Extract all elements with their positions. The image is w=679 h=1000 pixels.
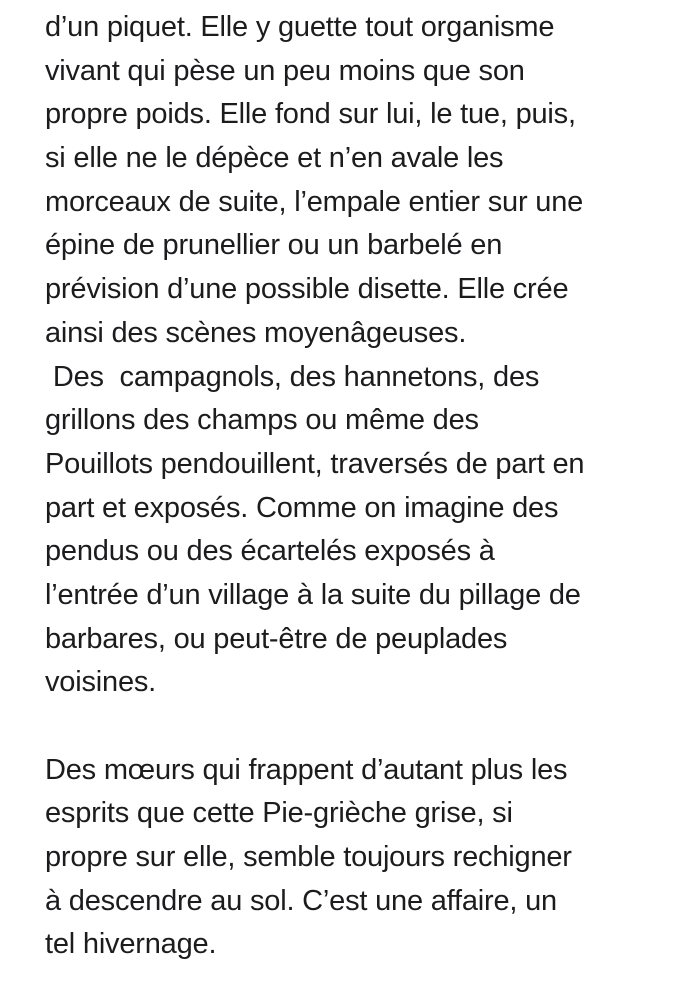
text-line: tel hivernage.: [45, 928, 217, 961]
text-line: vivant qui pèse un peu moins que son: [45, 54, 525, 87]
text-line: propre poids. Elle fond sur lui, le tue, puis,: [45, 98, 576, 131]
text-line: part et exposés. Comme on imagine des: [45, 491, 559, 524]
text-line: grillons des champs ou même des: [45, 404, 479, 437]
text-line: esprits que cette Pie-grièche grise, si: [45, 797, 513, 830]
text-line: ainsi des scènes moyenâgeuses.: [45, 316, 467, 349]
note-body[interactable]: [45, 6, 675, 967]
text-line: barbares, ou peut-être de peuplades: [45, 622, 508, 655]
text-line: propre sur elle, semble toujours rechigner: [45, 841, 572, 874]
text-line: Des mœurs qui frappent d’autant plus les: [45, 753, 568, 786]
text-line: Des campagnols, des hannetons, des: [45, 360, 540, 393]
text-line: Pouillots pendouillent, traversés de part en: [45, 447, 585, 480]
text-line: prévision d’une possible disette. Elle crée: [45, 273, 569, 306]
text-line: l’entrée d’un village à la suite du pillage de: [45, 578, 581, 611]
text-line: d’un piquet. Elle y guette tout organisme: [45, 11, 555, 43]
paragraph-3: [45, 749, 675, 967]
paragraph-2: [45, 356, 675, 706]
text-line: épine de prunellier ou un barbelé en: [45, 229, 503, 262]
text-line: morceaux de suite, l’empale entier sur une: [45, 185, 584, 218]
paragraph-spacer: [45, 705, 675, 749]
text-line: pendus ou des écartelés exposés à: [45, 535, 495, 568]
text-line: à descendre au sol. C’est une affaire, un: [45, 884, 557, 917]
text-line: si elle ne le dépèce et n’en avale les: [45, 142, 504, 175]
paragraph-1: [45, 6, 675, 356]
text-line: voisines.: [45, 666, 157, 699]
